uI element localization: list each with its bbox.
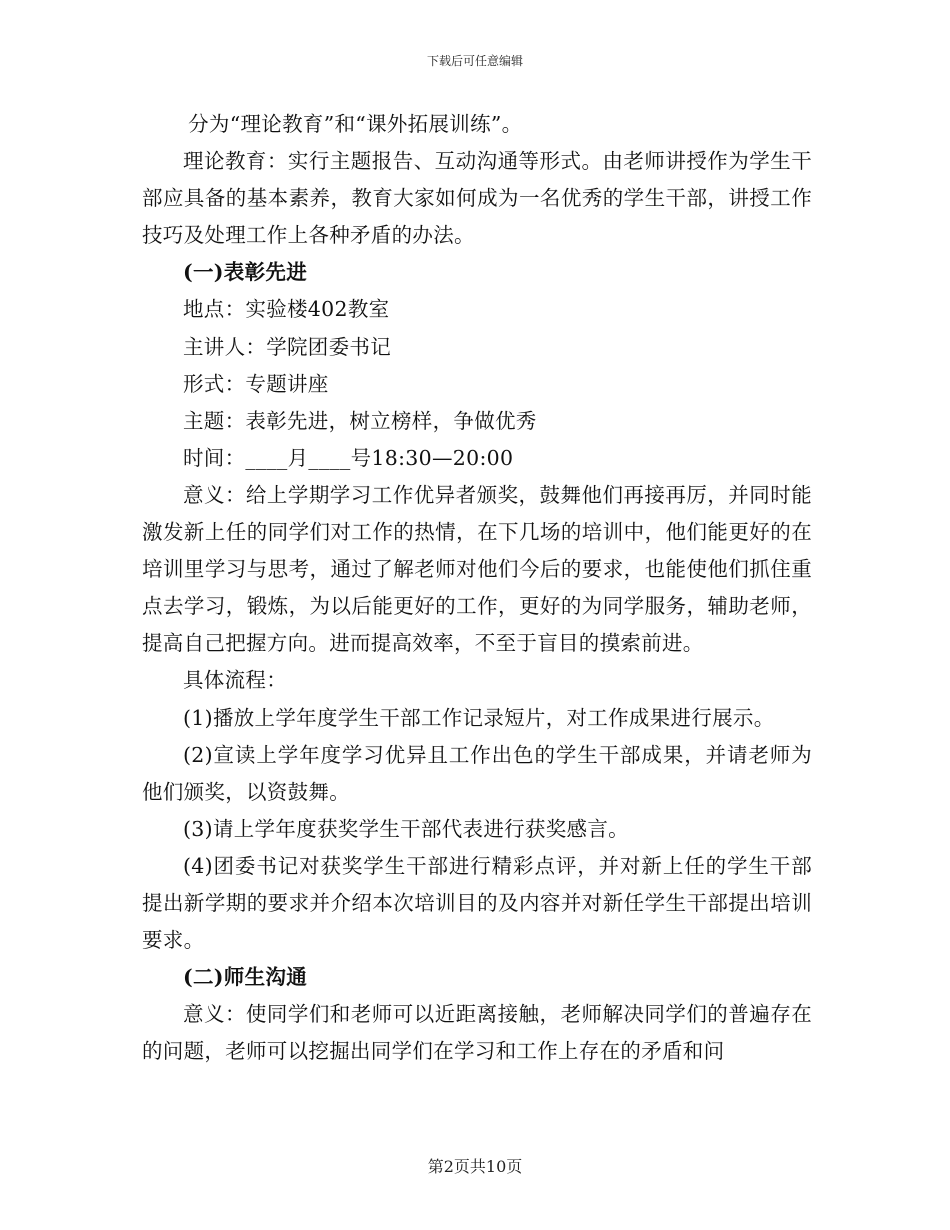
page-header: 下载后可任意编辑	[426, 54, 523, 68]
section-heading-commendation: (一)表彰先进	[183, 260, 307, 285]
paragraph-theory-education: 理论教育：实行主题报告、互动沟通等形式。由老师讲授作为学生干部应具备的基本素养，教育大家如何成为一名优秀的学生干部，讲授工作技巧及处理工作上各种矛盾的办法。	[142, 149, 812, 248]
process-step-4: (4)团委书记对获奖学生干部进行精彩点评，并对新上任的学生干部提出新学期的要求并介绍本次培训目的及内容并对新任学生干部提出培训要求。	[142, 853, 812, 953]
document-body	[142, 106, 812, 1070]
info-speaker: 主讲人：学院团委书记	[183, 334, 391, 359]
info-topic: 主题：表彰先进，树立榜样，争做优秀	[183, 408, 537, 433]
process-step-1: (1)播放上学年度学生干部工作记录短片，对工作成果进行展示。	[183, 705, 775, 730]
process-step-2: (2)宣读上学年度学习优异且工作出色的学生干部成果，并请老师为他们颁奖，以资鼓舞。	[142, 742, 812, 804]
paragraph-meaning-communication: 意义：使同学们和老师可以近距离接触，老师解决同学们的普遍存在的问题，老师可以挖掘出同学们在学习和工作上存在的矛盾和问	[142, 1002, 812, 1064]
process-step-3: (3)请上学年度获奖学生干部代表进行获奖感言。	[183, 816, 629, 841]
process-label: 具体流程：	[183, 668, 287, 693]
paragraph-intro-continuation: 分为“理论教育”和“课外拓展训练”。	[188, 112, 523, 136]
paragraph-meaning-commendation: 意义：给上学期学习工作优异者颁奖，鼓舞他们再接再厉，并同时能激发新上任的同学们对工作的热情，在下几场的培训中，他们能更好的在培训里学习与思考，通过了解老师对他们今后的要求，也能使他们抓住重点去学习，锻炼，为以后能更好的工作，更好的为同学服务，辅助老师，提高自己把握方向。进而提高效率，不至于盲目的摸索前进。	[142, 482, 812, 656]
info-time: 时间：____月____号18:30—20:00	[183, 445, 514, 470]
info-form: 形式：专题讲座	[183, 371, 329, 396]
page-footer: 第2页共10页	[427, 1157, 523, 1176]
section-heading-communication: (二)师生沟通	[183, 965, 307, 990]
info-location: 地点：实验楼402教室	[183, 297, 390, 322]
